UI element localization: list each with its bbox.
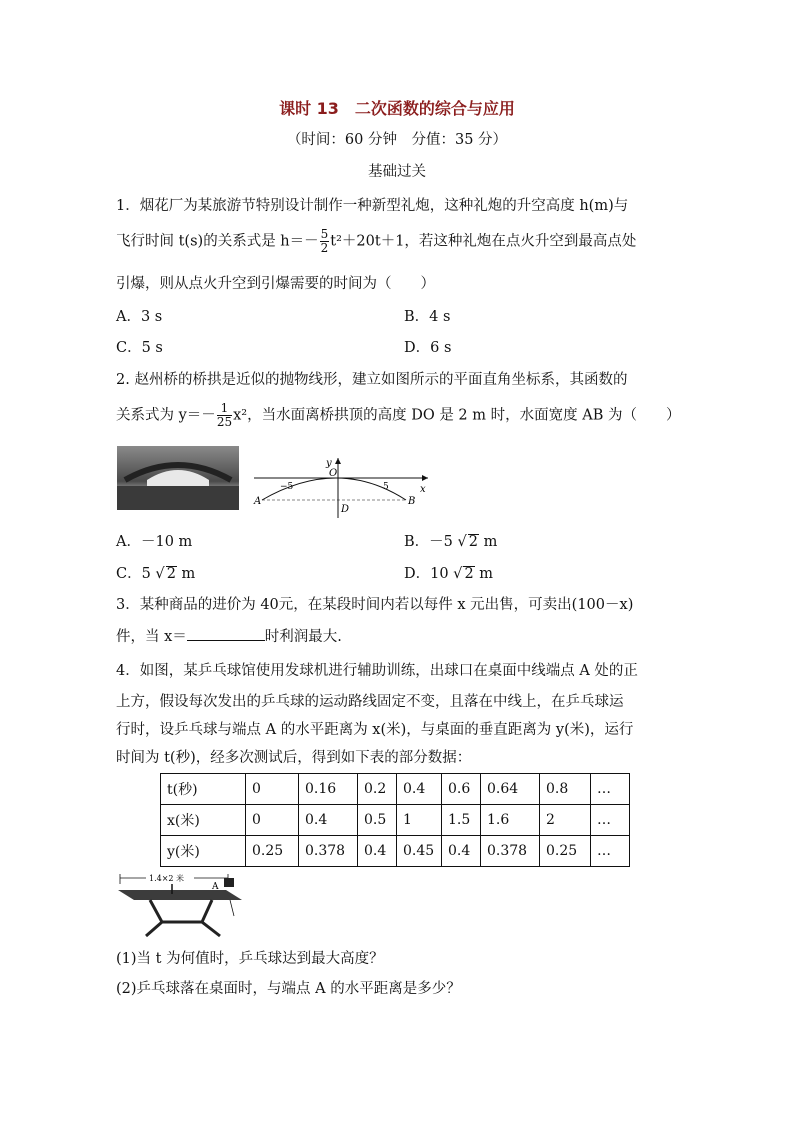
q2-option-d-radicand: 2 — [464, 566, 474, 582]
q1-line2-before: 飞行时间 t(s)的关系式是 h＝－ — [116, 233, 319, 250]
table-cell: 0.378 — [481, 836, 540, 867]
diagram-tick-pos5: 5 — [383, 482, 389, 492]
page-title: 课时 13 二次函数的综合与应用 — [279, 99, 515, 118]
diagram-label-a: A — [254, 496, 262, 507]
q1-line2-after: t²＋20t＋1，若这种礼炮在点火升空到最高点处 — [330, 233, 637, 250]
q1-frac-num: 5 — [320, 227, 329, 241]
q2-option-c-unit: m — [181, 566, 196, 582]
q2-option-d[interactable]: D．10 √ 2 m — [404, 566, 494, 582]
diagram-tick-neg5: −5 — [280, 482, 294, 492]
q2-option-b-unit: m — [483, 534, 498, 550]
table-cell: 2 — [540, 805, 591, 836]
table-cell: 0 — [246, 774, 299, 805]
q4-line1: 4．如图，某乒乓球馆使用发球机进行辅助训练，出球口在桌面中线端点 A 处的正 — [116, 663, 638, 679]
q2-frac-den: 25 — [216, 415, 233, 429]
q1-line1: 1．烟花厂为某旅游节特别设计制作一种新型礼炮，这种礼炮的升空高度 h(m)与 — [116, 198, 629, 214]
table-row — [161, 774, 630, 805]
q4-line3: 行时，设乒乓球与端点 A 的水平距离为 x(米)，与桌面的垂直距离为 y(米)，运行 — [116, 722, 634, 738]
table-cell: y(米) — [161, 836, 246, 867]
q1-option-c[interactable]: C．5 s — [116, 340, 163, 356]
q4-line2: 上方，假设每次发出的乒乓球的运动路线固定不变，且落在中线上，在乒乓球运 — [116, 694, 624, 710]
q3-answer-blank[interactable] — [187, 626, 265, 641]
diagram-label-o: O — [329, 468, 338, 479]
q2-option-d-before: D．10 — [404, 566, 449, 582]
q2-line2-after: x²，当水面离桥拱顶的高度 DO 是 2 m 时，水面宽度 AB 为（ ） — [233, 407, 681, 424]
q2-option-a[interactable]: A．－10 m — [116, 534, 193, 550]
table-cell: 0.16 — [299, 774, 358, 805]
bridge-photo — [117, 446, 239, 510]
q4-line4: 时间为 t(秒)，经多次测试后，得到如下表的部分数据： — [116, 750, 472, 766]
table-cell: 1.6 — [481, 805, 540, 836]
q4-sub1: (1)当 t 为何值时，乒乓球达到最大高度？ — [116, 951, 384, 967]
table-cell: 0.25 — [246, 836, 299, 867]
q2-fraction — [217, 402, 232, 429]
table-cell: 0.4 — [397, 774, 442, 805]
figure-dimension-label: 1.4×2 米 — [149, 874, 185, 883]
table-cell: 0.4 — [442, 836, 481, 867]
table-cell: 1 — [397, 805, 442, 836]
q3-line2-after: 时利润最大. — [264, 629, 342, 645]
q1-option-a[interactable]: A．3 s — [116, 309, 163, 325]
diagram-label-d: D — [341, 504, 350, 515]
diagram-label-x: x — [420, 484, 426, 495]
table-cell: … — [591, 774, 630, 805]
table-row — [161, 836, 630, 867]
figure-point-a: A — [212, 882, 219, 892]
q2-line2-before: 关系式为 y＝－ — [116, 407, 216, 424]
diagram-label-y: y — [326, 458, 332, 469]
bridge-coordinate-diagram — [252, 456, 432, 520]
q4-sub2: (2)乒乓球落在桌面时，与端点 A 的水平距离是多少？ — [116, 981, 461, 997]
table-cell: 0.6 — [442, 774, 481, 805]
q2-line1: 2. 赵州桥的桥拱是近似的抛物线形，建立如图所示的平面直角坐标系，其函数的 — [116, 372, 628, 388]
q2-frac-num: 1 — [217, 402, 232, 416]
q1-frac-den: 2 — [320, 241, 329, 255]
table-cell: 0.5 — [358, 805, 397, 836]
q2-option-c-before: C．5 — [116, 566, 151, 582]
q2-option-c[interactable]: C．5 √ 2 m — [116, 566, 196, 582]
q3-line1: 3．某种商品的进价为 40元，在某段时间内若以每件 x 元出售，可卖出(100－x) — [116, 597, 634, 613]
bridge-photo-art — [117, 446, 239, 510]
table-cell: 0.2 — [358, 774, 397, 805]
q1-fraction — [320, 228, 330, 255]
ping-pong-table-figure — [116, 872, 248, 940]
table-cell: 0.8 — [540, 774, 591, 805]
q2-option-c-radicand: 2 — [166, 566, 176, 582]
q1-line2 — [116, 228, 636, 255]
table-cell: 0.45 — [397, 836, 442, 867]
q2-option-d-unit: m — [479, 566, 494, 582]
table-cell: 0.4 — [358, 836, 397, 867]
q2-line2 — [116, 402, 680, 429]
diagram-label-b: B — [408, 496, 416, 507]
time-score-info: （时间：60 分钟 分值：35 分） — [286, 132, 508, 148]
table-cell: t(秒) — [161, 774, 246, 805]
table-row — [161, 805, 630, 836]
table-cell: 1.5 — [442, 805, 481, 836]
q1-line3: 引爆，则从点火升空到引爆需要的时间为（ ） — [116, 276, 435, 292]
q2-option-b-radicand: 2 — [468, 534, 478, 550]
table-cell: … — [591, 805, 630, 836]
q2-option-b[interactable]: B．－5 √ 2 m — [404, 534, 498, 550]
table-cell: 0.64 — [481, 774, 540, 805]
q1-option-d[interactable]: D．6 s — [404, 340, 452, 356]
q4-data-table — [160, 773, 630, 867]
q3-line2-before: 件，当 x＝ — [116, 629, 187, 645]
q3-line2 — [116, 625, 342, 646]
section-heading: 基础过关 — [368, 164, 426, 180]
table-cell: 0.25 — [540, 836, 591, 867]
q2-option-b-before: B．－5 — [404, 534, 453, 550]
q1-option-b[interactable]: B．4 s — [404, 309, 451, 325]
table-cell: 0.4 — [299, 805, 358, 836]
table-cell: 0 — [246, 805, 299, 836]
table-cell: x(米) — [161, 805, 246, 836]
table-cell: … — [591, 836, 630, 867]
table-cell: 0.378 — [299, 836, 358, 867]
